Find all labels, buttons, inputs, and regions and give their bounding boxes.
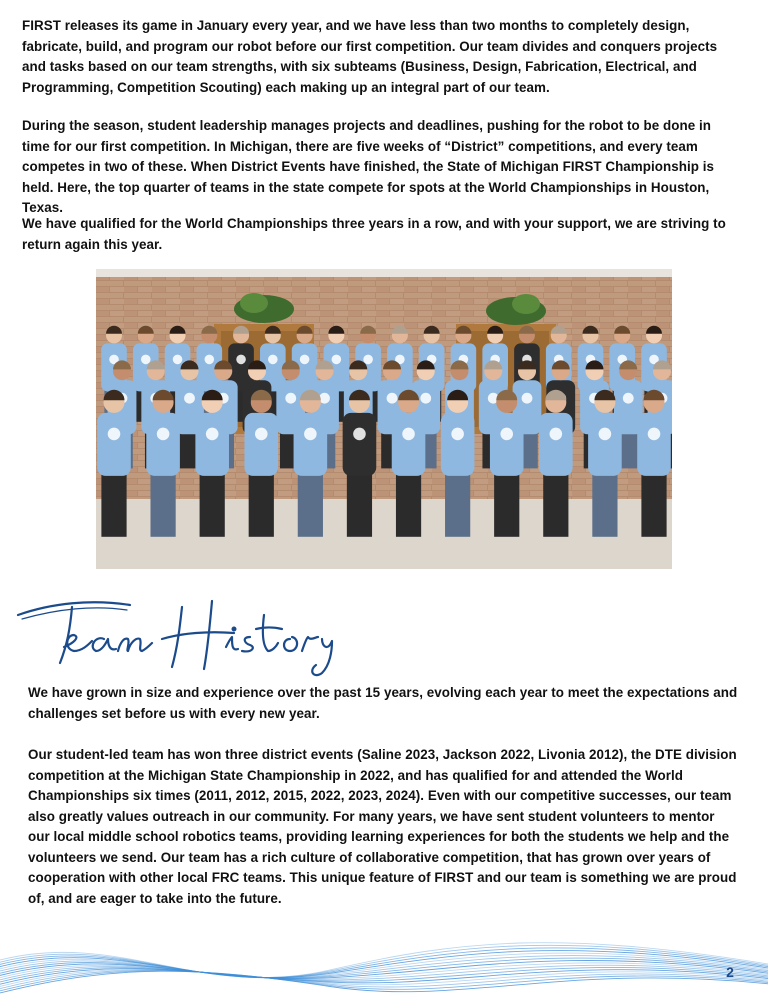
team-group-photo [96,269,672,569]
intro-paragraph-2: During the season, student leadership manages projects and deadlines, pushing for the robot to be done in time for our first competition. In Michigan, there are five weeks of “District” competitions, and every team competes in two of these. When District Events have finished, the State of Michigan FIRST Championship is held. Here, the top quarter of teams in the state compete for spots at the World Championships in Houston, Texas. [22,118,714,215]
team-history-heading [12,585,342,680]
intro-paragraph-3: We have qualified for the World Championships three years in a row, and with your support, we are striving to return again this year. [22,216,726,252]
intro-paragraph-1: FIRST releases its game in January every year, and we have less than two months to completely design, fabricate, build, and program our robot before our first competition. Our team divides and conquers projects and tasks based on our team strengths, with six subteams (Business, Design, Fabrication, Electrical, and Programming, Competition Scouting) each making up an integral part of our team. [22,18,718,95]
history-paragraph-1: We have grown in size and experience over the past 15 years, evolving each year to meet the expectations and challenges set before us with every new year. [28,685,738,721]
page-number: 2 [726,964,734,980]
team-history-script [12,585,342,680]
decorative-waves [0,930,768,994]
history-paragraph-2: Our student-led team has won three district events (Saline 2023, Jackson 2022, Livonia 2012), the DTE division competition at the Michigan State Championship in 2022, and has qualified for and attended the World Championships six times (2011, 2012, 2015, 2022, 2023, 2024). Even with our competitive successes, our team also greatly values outreach in our community. For many years, we have sent student volunteers to mentor our local middle school robotics teams, providing learning experiences for both the students we help and the volunteers we send. Our team has a rich culture of collaborative competition, that has grown over years of cooperation with other local FRC teams. This unique feature of FIRST and our team is something we are proud of, and are eager to take into the future. [28,747,737,906]
team-photo-illustration [96,269,672,569]
